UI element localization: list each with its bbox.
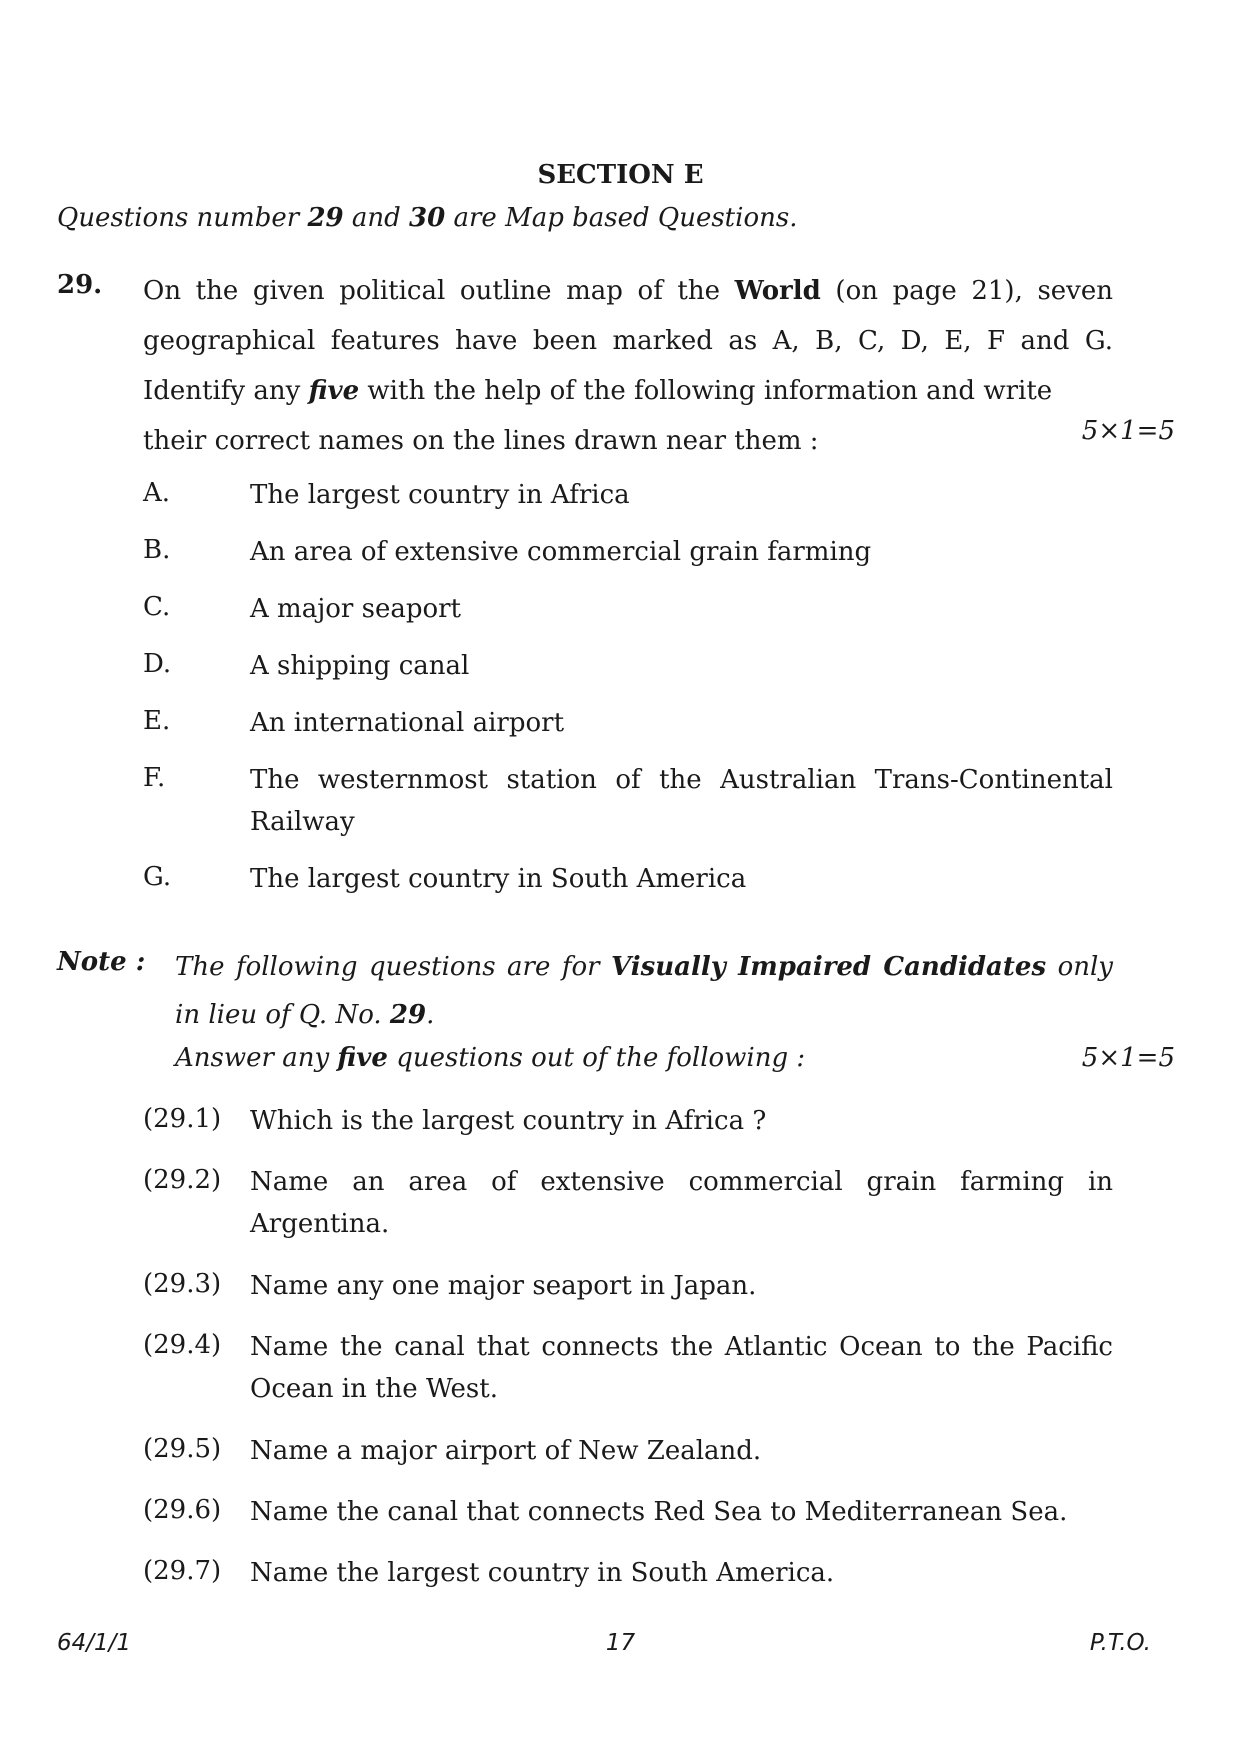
sub-question-text: Which is the largest country in Africa ? — [250, 1106, 767, 1136]
sub-question-text: Name the canal that connects the Atlantic Ocean to the Pacific Ocean in the West. — [250, 1332, 1113, 1404]
please-turn-over: P.T.O. — [1089, 1630, 1151, 1656]
sub-question-text: Name the largest country in South America. — [250, 1558, 835, 1588]
sub-question-text: Name any one major seaport in Japan. — [250, 1271, 757, 1301]
option-letter-b: B. — [143, 535, 171, 565]
question-text: On the given political outline map of the World (on page 21), seven geographical features have been marked as A, B, C, D, E, F and G. Identify any five with the help of the following information and write their correct names on the lines drawn near them : — [143, 276, 1113, 456]
option-text-g: The largest country in South America — [250, 864, 747, 894]
question-number: 29. — [57, 270, 103, 300]
sub-question-text: Name an area of extensive commercial grain farming in Argentina. — [250, 1167, 1113, 1239]
section-intro: Questions number 29 and 30 are Map based Questions. — [57, 203, 798, 233]
question-marks: 5×1=5 — [1081, 416, 1175, 446]
sub-question-number: (29.2) — [143, 1165, 222, 1195]
paper-code: 64/1/1 — [57, 1630, 132, 1656]
note-label: Note : — [57, 947, 146, 977]
sub-question-number: (29.1) — [143, 1104, 222, 1134]
sub-question-number: (29.3) — [143, 1269, 222, 1299]
note-text: The following questions are for Visually Impaired Candidates only in lieu of Q. No. 29. — [175, 952, 1113, 1030]
note-instruction: Answer any five questions out of the following : — [175, 1043, 806, 1073]
option-letter-g: G. — [143, 862, 172, 892]
option-text-e: An international airport — [250, 708, 565, 738]
option-text-f: The westernmost station of the Australian Trans-Continental Railway — [250, 765, 1113, 837]
sub-question-number: (29.5) — [143, 1434, 222, 1464]
option-letter-a: A. — [143, 478, 171, 508]
option-letter-f: F. — [143, 763, 166, 793]
option-letter-e: E. — [143, 706, 171, 736]
option-text-c: A major seaport — [250, 594, 462, 624]
option-letter-c: C. — [143, 592, 171, 622]
option-text-a: The largest country in Africa — [250, 480, 630, 510]
sub-question-number: (29.4) — [143, 1330, 222, 1360]
option-text-b: An area of extensive commercial grain farming — [250, 537, 872, 567]
sub-question-text: Name the canal that connects Red Sea to Mediterranean Sea. — [250, 1497, 1068, 1527]
sub-question-number: (29.7) — [143, 1556, 222, 1586]
note-marks: 5×1=5 — [1081, 1043, 1175, 1073]
page-number: 17 — [605, 1630, 636, 1656]
sub-question-text: Name a major airport of New Zealand. — [250, 1436, 762, 1466]
section-title: SECTION E — [537, 160, 704, 190]
sub-question-number: (29.6) — [143, 1495, 222, 1525]
option-text-d: A shipping canal — [250, 651, 470, 681]
option-letter-d: D. — [143, 649, 172, 679]
